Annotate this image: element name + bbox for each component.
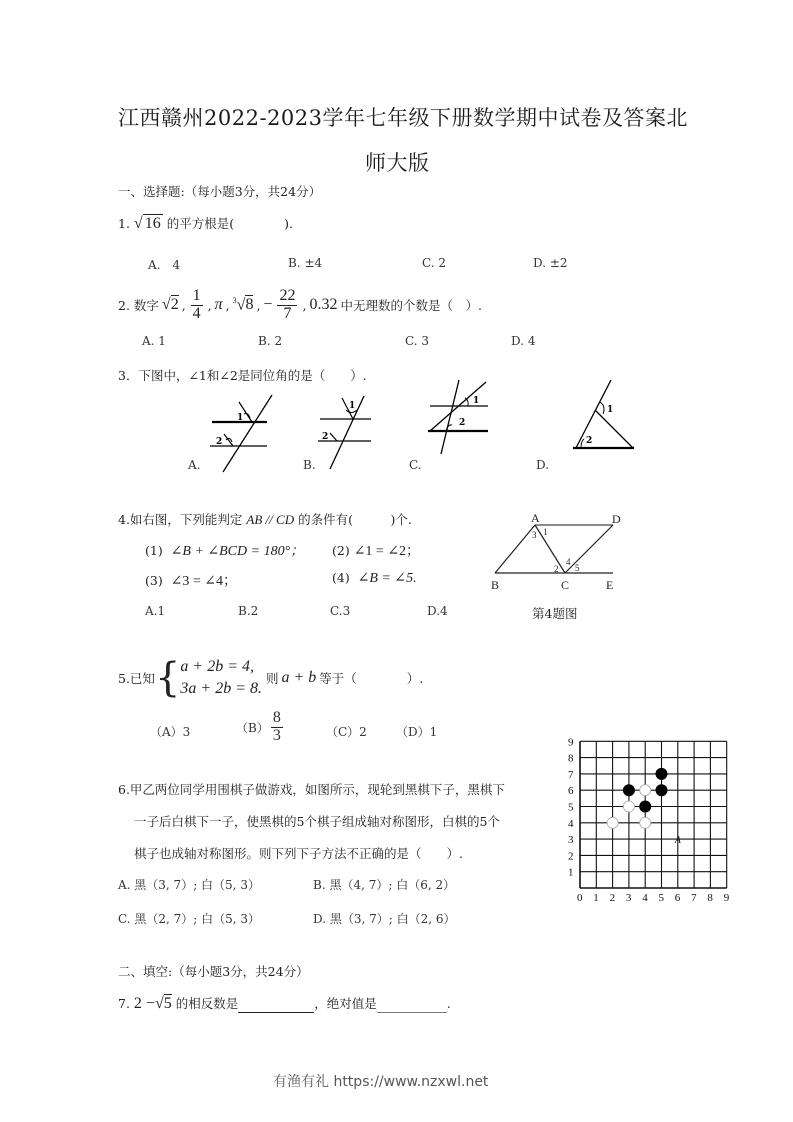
q1-option-b: B. ±4 (288, 256, 323, 270)
board-y-label: 7 (568, 768, 574, 781)
svg-text:2: 2 (459, 418, 466, 428)
q4-figure-caption: 第4题图 (532, 606, 578, 621)
board-x-label: 1 (593, 892, 599, 904)
q5-text-a: 则 (265, 671, 279, 686)
board-y-label: 3 (568, 834, 574, 847)
board-x-label: 0 (577, 892, 583, 904)
q2-sqrt2: √2 (161, 296, 179, 314)
q4-condition-1: (1) ∠B + ∠BCD = 180°； (145, 543, 305, 559)
q4-stem (118, 510, 412, 528)
q6-stem-line3: 棋子也成轴对称图形。则下列下子方法不正确的是（ ）. (134, 846, 463, 861)
q7-expr: 2 − (133, 995, 155, 1012)
q3-figure-c-label: C. (409, 458, 422, 472)
q2-option-c: C. 3 (405, 334, 430, 348)
svg-text:2: 2 (322, 432, 329, 442)
q5-option-d: （D）1 (396, 725, 438, 739)
board-x-label: 8 (707, 892, 713, 904)
q6-go-board (566, 736, 746, 906)
q3-figure-a (200, 390, 280, 475)
q1-option-d: D. ±2 (533, 256, 568, 270)
q1-number: 1. (118, 216, 130, 231)
section-heading-fill: 二、填空:（每小题3分，共24分） (118, 964, 309, 979)
q6-option-d: D. 黑（3, 7）; 白（2, 6） (313, 912, 456, 926)
q7-number: 7. (118, 996, 130, 1011)
q4-condition-3: (3) ∠3 = ∠4； (145, 573, 238, 589)
q7-stem: 7. 2 −√5 的相反数是 ，绝对值是 . (118, 995, 451, 1012)
board-x-label: 4 (642, 892, 648, 904)
board-x-label: 5 (658, 892, 664, 904)
svg-text:5: 5 (575, 563, 580, 573)
q4-option-c: C.3 (330, 604, 351, 618)
black-stone (623, 784, 635, 796)
q5-expr: a + b (281, 669, 317, 686)
board-y-label: 4 (568, 817, 574, 830)
doc-title-line1: 江西赣州2022-2023学年七年级下册数学期中试卷及答案北 (118, 106, 688, 130)
q3-figure-a-label: A. (188, 458, 201, 472)
q2-option-a: A. 1 (142, 334, 166, 348)
white-stone (607, 817, 618, 828)
svg-text:D: D (612, 512, 621, 526)
black-stone (656, 784, 668, 796)
q2-number: 2. 数字 (118, 298, 159, 314)
q7-radicand: 5 (163, 995, 172, 1012)
q7-text-b: ，绝对值是 (314, 996, 377, 1011)
q4-text-b: 的条件有( )个. (298, 512, 412, 527)
q2-pi: π (214, 296, 223, 314)
svg-text:B: B (491, 578, 500, 592)
q2-cbrt8: $^3$√8 (232, 296, 254, 314)
board-y-label: 2 (568, 850, 574, 863)
q5-system (180, 656, 262, 700)
q5-option-b: （B） $\frac{8}{3}$ (236, 709, 281, 744)
q2-option-b: B. 2 (258, 334, 283, 348)
q4-condition-2: (2) ∠1 = ∠2； (332, 543, 421, 559)
board-x-label: 6 (674, 892, 681, 904)
q3-figure-d (570, 378, 640, 453)
q5-text-b: 等于（ ）. (319, 671, 424, 686)
q1-text: 的平方根是( ). (166, 216, 293, 231)
svg-text:2: 2 (554, 564, 559, 574)
svg-text:1: 1 (543, 527, 548, 537)
board-x-label: 2 (609, 892, 616, 904)
q1-stem (118, 214, 293, 233)
q6-option-c: C. 黑（2, 7）; 白（5, 3） (118, 912, 261, 926)
q5-option-c: （C）2 (326, 725, 367, 739)
svg-text:1: 1 (473, 396, 480, 406)
white-stone (623, 801, 634, 812)
q6-stem-line2: 一子后白棋下一子，使黑棋的5个棋子组成轴对称图形，白棋的5个 (134, 814, 500, 829)
q2-repeating-decimal: 0.32 (309, 296, 338, 314)
q7-blank-opposite[interactable] (238, 998, 314, 1013)
board-marker-a: A (674, 835, 681, 847)
q3-figure-b-label: B. (303, 458, 316, 472)
q3-figure-b (315, 393, 375, 473)
footer-watermark: 有渔有礼 https://www.nzxwl.net (273, 1074, 489, 1090)
svg-text:1: 1 (237, 413, 244, 423)
white-stone (640, 817, 651, 828)
q7-text-a: 的相反数是 (175, 996, 239, 1011)
q6-option-b: B. 黑（4, 7）; 白（6, 2） (313, 878, 456, 892)
q1-option-c: C. 2 (422, 256, 447, 270)
q4-option-b: B.2 (238, 604, 259, 618)
board-x-label: 3 (625, 892, 632, 904)
board-x-label: 9 (723, 892, 730, 904)
q5-option-a: （A）3 (150, 725, 191, 739)
board-y-label: 5 (568, 801, 574, 814)
q7-blank-absolute[interactable] (377, 998, 447, 1013)
board-y-label: 1 (568, 866, 574, 879)
q3-figure-c (428, 378, 493, 458)
svg-text:1: 1 (349, 401, 356, 411)
q4-parallel-expr: AB // CD (246, 512, 295, 527)
q5-stem (118, 656, 423, 700)
q5-brace: { (154, 655, 181, 701)
q4-option-d: D.4 (427, 604, 448, 618)
q4-option-a: A.1 (145, 604, 166, 618)
q6-option-a: A. 黑（3, 7）; 白（5, 3） (118, 878, 260, 892)
q3-figure-d-label: D. (536, 458, 550, 472)
board-y-label: 6 (568, 785, 574, 798)
svg-text:C: C (561, 578, 570, 592)
q5-equation-1: a + 2b = 4, (180, 658, 254, 675)
doc-title-line2: 师大版 (365, 151, 430, 175)
svg-text:2: 2 (216, 437, 223, 447)
svg-text:4: 4 (566, 557, 571, 567)
board-x-label: 7 (691, 892, 697, 904)
svg-text:2: 2 (586, 436, 593, 446)
q5-number: 5.已知 (118, 671, 155, 686)
q2-text: 中无理数的个数是（ ）. (340, 298, 482, 314)
svg-text:1: 1 (607, 405, 614, 415)
q5-equation-2: 3a + 2b = 8. (180, 680, 262, 697)
q2-fraction-neg: $\frac{22}{7}$ (279, 287, 296, 322)
black-stone (639, 801, 651, 813)
white-stone (640, 785, 651, 796)
svg-text:E: E (606, 578, 614, 592)
q3-stem: 3．下图中，∠1和∠2是同位角的是（ ）. (118, 368, 367, 383)
q6-stem-line1: 6.甲乙两位同学用围棋子做游戏，如图所示，现轮到黑棋下子，黑棋下 (118, 782, 505, 797)
black-stone (656, 768, 668, 780)
section-heading-choice: 一、选择题:（每小题3分，共24分） (118, 184, 322, 199)
q1-radicand: 16 (144, 215, 161, 232)
svg-text:3: 3 (532, 530, 537, 540)
q2-stem: 2. 数字 √2 , $\frac{1}{4}$ , π , $^3$√8 , − $\frac{22}{7}$ , 0.32 中无理数的个数是（ ）. (118, 287, 482, 322)
svg-text:A: A (531, 511, 540, 525)
q2-fraction-quarter: $\frac{1}{4}$ (192, 287, 201, 322)
q4-figure-parallelogram (488, 508, 628, 598)
q2-option-d: D. 4 (511, 334, 536, 348)
q1-sqrt: √ 16 (133, 215, 161, 232)
q4-text-a: 4.如右图，下列能判定 (118, 512, 243, 527)
q4-condition-4: (4) ∠B = ∠5. (332, 570, 417, 586)
board-y-label: 8 (568, 752, 574, 765)
q1-option-a: A. 4 (148, 258, 181, 272)
board-y-label: 9 (568, 736, 574, 749)
